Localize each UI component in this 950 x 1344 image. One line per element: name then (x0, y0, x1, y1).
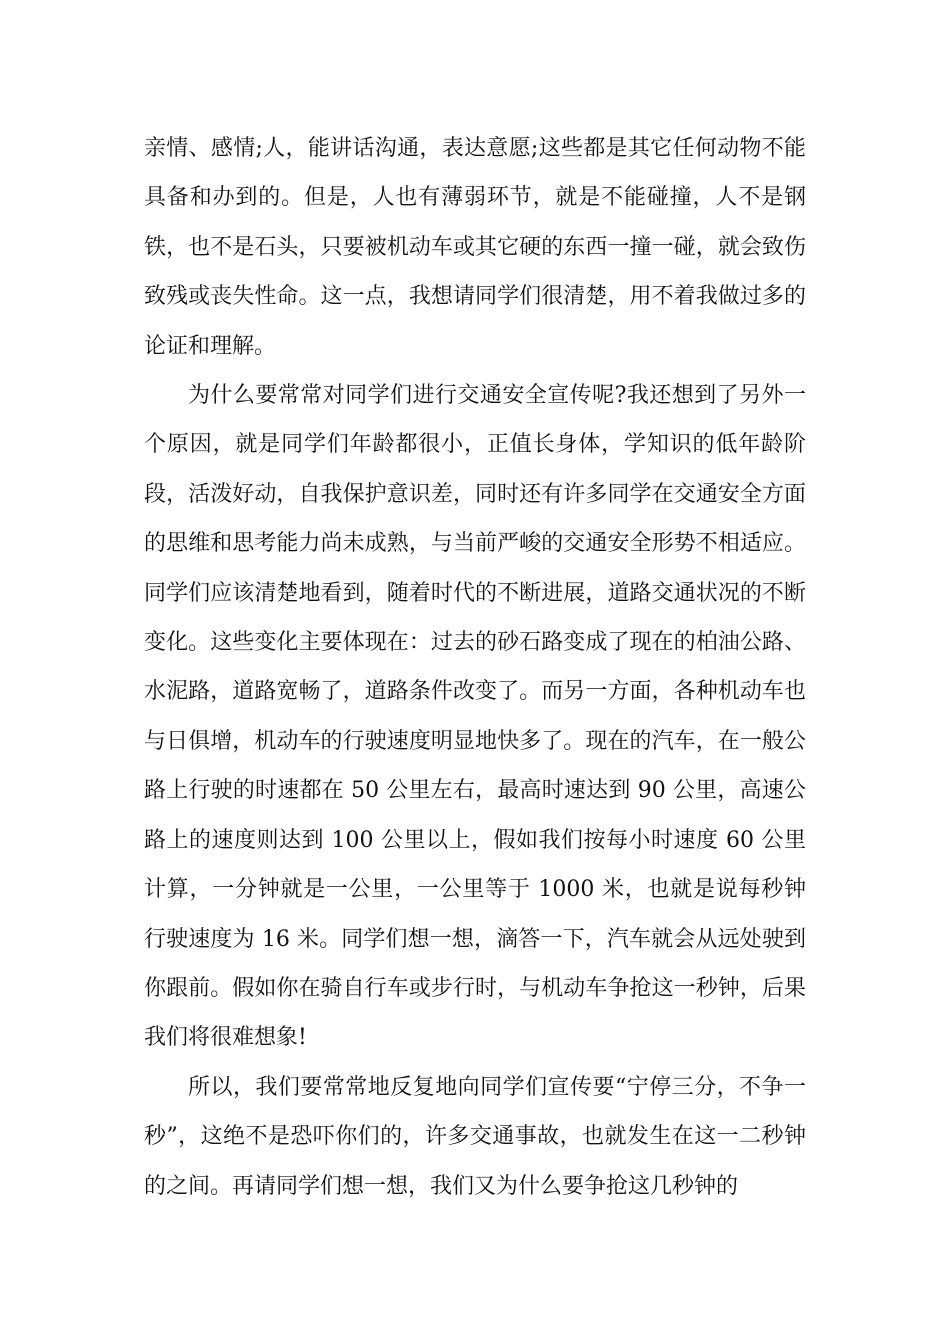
paragraph-continuation: 亲情、感情;人，能讲话沟通，表达意愿;这些都是其它任何动物不能具备和办到的。但是，人也有薄弱环节，就是不能碰撞，人不是钢铁，也不是石头，只要被机动车或其它硬的东西一撞一碰，就会致伤致残或丧失性命。这一点，我想请同学们很清楚，用不着我做过多的论证和理解。 (144, 136, 806, 359)
paragraph-safety-slogan: 所以，我们要常常地反复地向同学们宣传要“宁停三分，不争一秒”，这绝不是恐吓你们的，许多交通事故，也就发生在这一二秒钟的之间。再请同学们想一想，我们又为什么要争抢这几秒钟的 (144, 1074, 806, 1199)
document-page (144, 124, 806, 1211)
paragraph-traffic-safety-reasons: 为什么要常常对同学们进行交通安全宣传呢?我还想到了另外一个原因，就是同学们年龄都很小，正值长身体，学知识的低年龄阶段，活泼好动，自我保护意识差，同时还有许多同学在交通安全方面的思维和思考能力尚未成熟，与当前严峻的交通安全形势不相适应。同学们应该清楚地看到，随着时代的不断进展，道路交通状况的不断变化。这些变化主要体现在：过去的砂石路变成了现在的柏油公路、水泥路，道路宽畅了，道路条件改变了。而另一方面，各种机动车也与日俱增，机动车的行驶速度明显地快多了。现在的汽车，在一般公路上行驶的时速都在 50 公里左右，最高时速达到 90 公里，高速公路上的速度则达到 100 公里以上，假如我们按每小时速度 60 公里计算，一分钟就是一公里，一公里等于 1000 米，也就是说每秒钟行驶速度为 16 米。同学们想一想，滴答一下，汽车就会从远处驶到你跟前。假如你在骑自行车或步行时，与机动车争抢这一秒钟，后果我们将很难想象! (144, 383, 806, 1051)
